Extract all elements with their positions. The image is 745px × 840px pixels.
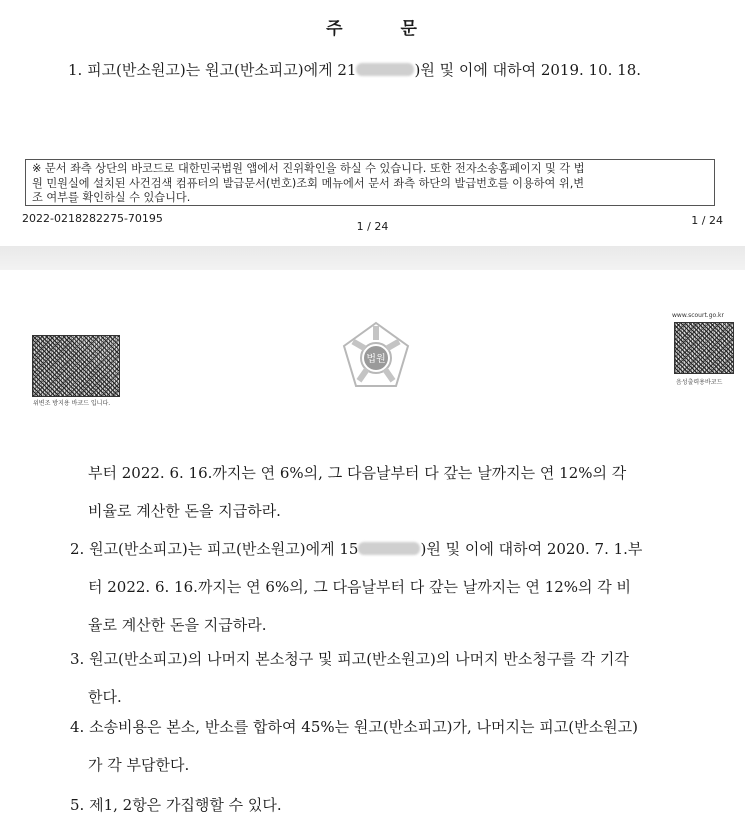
seal-text: 법원	[366, 354, 386, 365]
issue-number: 2022-0218282275-70195	[22, 212, 163, 225]
title-char-2: 문	[400, 19, 419, 39]
item2-text-after: )원 및 이에 대하여 2020. 7. 1.부	[420, 540, 643, 558]
audio-output-barcode	[674, 322, 734, 374]
page-number-center: 1 / 24	[356, 220, 389, 233]
item3-line-1: 3. 원고(반소피고)의 나머지 본소청구 및 피고(반소원고)의 나머지 반소청구를 각 기각	[70, 650, 629, 668]
court-seal-watermark	[340, 320, 412, 390]
notice-line-3: 조 여부를 확인하실 수 있습니다.	[32, 191, 191, 204]
item2-line-1	[70, 530, 710, 568]
page-title	[0, 14, 745, 39]
item3-line-2: 한다.	[88, 688, 122, 706]
judgment-item-4	[70, 708, 710, 784]
item1-continued-line-2: 비율로 계산한 돈을 지급하라.	[88, 502, 281, 520]
title-char-1: 주	[326, 19, 345, 39]
court-url-label: www.scourt.go.kr	[672, 312, 724, 319]
item2-line-3: 율로 계산한 돈을 지급하라.	[88, 616, 267, 634]
item2-text-before: 2. 원고(반소피고)는 피고(반소원고)에게 15	[70, 540, 359, 558]
judgment-item-2	[70, 530, 710, 644]
notice-line-1: ※ 문서 좌측 상단의 바코드로 대한민국법원 앱에서 진위확인을 하실 수 있습니다. 또한 전자소송홈페이지 및 각 법	[32, 162, 585, 175]
page-number-right: 1 / 24	[691, 214, 723, 227]
anti-forgery-barcode	[32, 335, 120, 397]
court-seal-icon	[340, 320, 412, 390]
redacted-amount	[356, 63, 414, 76]
item4-line-1: 4. 소송비용은 본소, 반소를 합하여 45%는 원고(반소피고)가, 나머지는 피고(반소원고)	[70, 718, 638, 736]
audio-barcode-label: 음성출력용바코드	[676, 379, 723, 386]
anti-forgery-barcode-label: 위변조 방지용 바코드 입니다.	[33, 400, 111, 407]
page-separator	[0, 246, 745, 270]
judgment-item-5	[70, 786, 710, 824]
item1-text-before: 1. 피고(반소원고)는 원고(반소피고)에게 21	[68, 61, 357, 79]
judgment-item-1-first-line	[68, 59, 641, 80]
notice-line-2: 원 민원실에 설치된 사건검색 컴퓨터의 발급문서(번호)조회 메뉴에서 문서 좌측 하단의 발급번호를 이용하여 위,변	[32, 176, 585, 190]
judgment-item-1-continued	[70, 454, 710, 530]
item1-text-after: )원 및 이에 대하여 2019. 10. 18.	[414, 61, 642, 79]
document-page-2	[0, 270, 745, 840]
item1-continued-line-1: 부터 2022. 6. 16.까지는 연 6%의, 그 다음날부터 다 갚는 날까지는 연 12%의 각	[88, 464, 627, 482]
document-page-1	[0, 0, 745, 246]
verification-notice-box	[25, 159, 715, 206]
item4-line-2: 가 각 부담한다.	[88, 756, 190, 774]
item5-line-1: 5. 제1, 2항은 가집행할 수 있다.	[70, 796, 282, 814]
judgment-item-3	[70, 640, 710, 716]
item2-line-2: 터 2022. 6. 16.까지는 연 6%의, 그 다음날부터 다 갚는 날까지는 연 12%의 각 비	[88, 578, 632, 596]
redacted-amount	[358, 542, 420, 555]
